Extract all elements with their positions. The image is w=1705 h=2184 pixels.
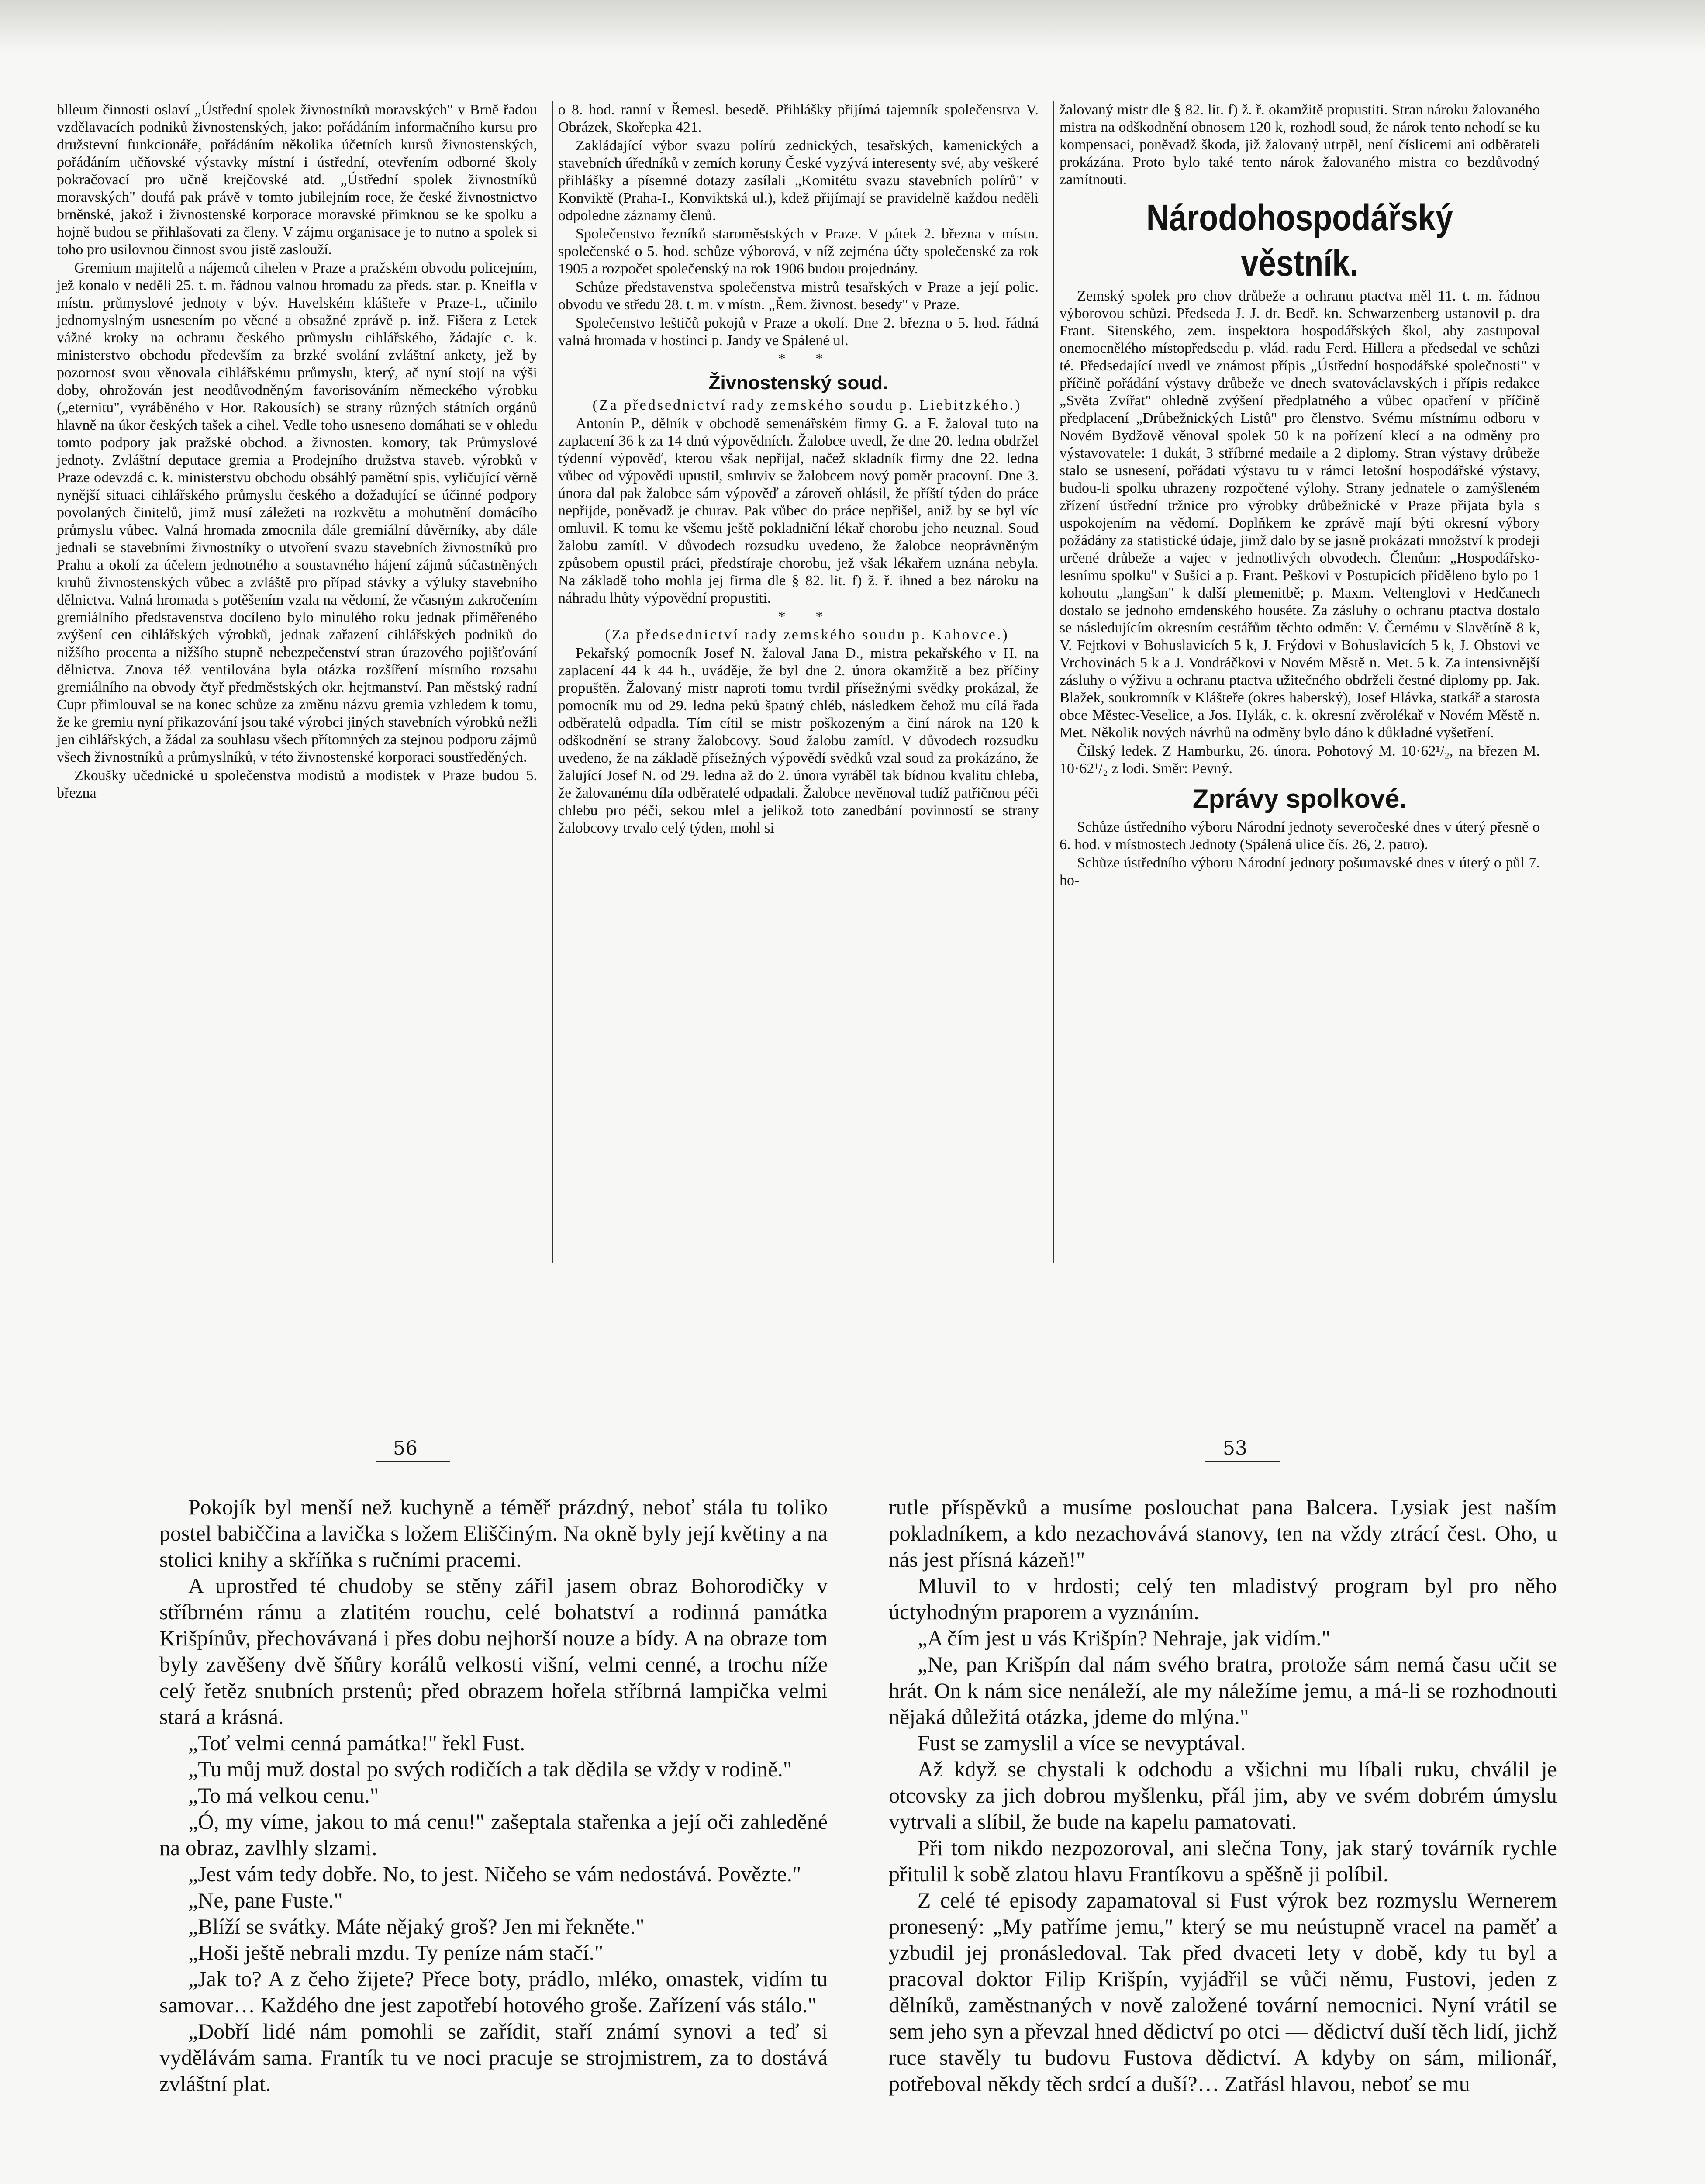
news-paragraph: Zakládající výbor svazu polírů zednických, tesařských, kamenických a stavebních úředníků v zemích koruny České vyzývá interesenty své, aby veškeré přihlášky a písemné dotazy zasílali „Komitétu svazu stavebních polírů" v Konviktě (Praha-I., Konviktská ul.), kdež přijímají se pravidelně každou neděli odpoledne záznamy členů. — [558, 138, 1039, 224]
news-paragraph: Společenstvo leštičů pokojů v Praze a okolí. Dne 2. března o 5. hod. řádná valná hromada v hostinci p. Jandy ve Spálené ul. — [558, 315, 1039, 349]
book-paragraph: A uprostřed té chudoby se stěny zářil jasem obraz Bohorodičky v stříbrném rámu a zlatitém rouchu, celé bohatství a rodinná památka Krišpínův, přechovávaná i přes dobu nejhorší nouze a bídy. A na obraze tom byly zavěšeny dvě šňůry korálů velkosti višní, velmi cenné, a trochu níže celý řetěz snubních prstenů; před obrazem hořela stříbrná lampička velmi stará a krásná. — [159, 1573, 828, 1729]
news-column-3 — [1053, 101, 1545, 1263]
news-paragraph: * * — [778, 608, 836, 625]
book-paragraph: Při tom nikdo nezpozoroval, ani slečna Tony, jak starý továrník rychle přitulil k sobě zlatou hlavu Frantíkovu a spěšně ji políbil. — [889, 1835, 1557, 1886]
news-paragraph: žalovaný mistr dle § 82. lit. f) ž. ř. okamžitě propustiti. Stran nároku žalovaného mistra na odškodnění obnosem 120 k, rozhodl soud, že nárok tento nehodí se ku kompensaci, poněvadž škoda, již žalovaný utrpěl, není číslicemi ani odběrateli prokázána. Proto bylo také tento nárok žalovaného mistra co bezdůvodný zamítnouti. — [1060, 102, 1540, 188]
news-paragraph: blleum činnosti oslaví „Ústřední spolek živnostníků moravských" v Brně řadou vzdělavacích podniků živnostenských, jako: pořádáním informačního kursu pro družstevní funkcionáře, pořádáním několika účetních kursů živnostenských, pořádáním učňovské výstavky místní i ústřední, otevřením odborné školy pokračovací pro učně krejčovské atd. „Ústřední spolek živnostníků moravských" doufá pak právě v tomto jubilejním roce, že české živnostnictvo brněnské, jakož i živnostenské korporace moravské přimknou se ke spolku a hojně budou se přihlašovati za členy. V zájmu organisace je to nutno a spolek si toho pro usilovnou činnost svou jistě zaslouží. — [57, 102, 537, 258]
book-paragraph: Pokojík byl menší než kuchyně a téměř prázdný, neboť stála tu toliko postel babiččina a lavička s ložem Eliščiným. Na okně byly její květiny a na stolici knihy a skříňka s ručními pracemi. — [159, 1495, 828, 1572]
news-paragraph: Schůze představenstva společenstva mistrů tesařských v Praze a její polic. obvodu ve středu 28. t. m. v místn. „Řem. živnost. besedy" v Praze. — [558, 279, 1039, 313]
book-paragraph: „Ne, pan Krišpín dal nám svého bratra, protože sám nemá času učit se hrát. On k nám sice nenáleží, ale my náležíme jemu, a má-li se rozhodnouti nějaká důležitá otázka, jdeme do mlýna." — [889, 1652, 1557, 1729]
newspaper-section — [52, 101, 1545, 1263]
news-paragraph: Čilský ledek. Z Hamburku, 26. února. Pohotový M. 10·62¹/₂, na březen M. 10·62¹/₂ z lodi. Směr: Pevný. — [1060, 743, 1540, 777]
book-paragraph: „To má velkou cenu." — [188, 1783, 379, 1807]
book-paragraph: „Ne, pane Fuste." — [188, 1888, 343, 1912]
book-paragraph: „Blíží se svátky. Máte nějaký groš? Jen mi řekněte." — [188, 1914, 645, 1939]
news-paragraph: * * — [778, 351, 836, 367]
book-paragraph: „Hoši ještě nebrali mzdu. Ty peníze nám stačí." — [188, 1940, 604, 1965]
news-paragraph: (Za předsednictví rady zemského soudu p. Kahovce.) — [605, 627, 1009, 643]
news-paragraph: o 8. hod. ranní v Řemesl. besedě. Přihlášky přijímá tajemník společenstva V. Obrázek, Skořepka 421. — [558, 102, 1039, 135]
right-page-number: 53 — [1223, 1437, 1280, 1462]
news-paragraph: Zkoušky učednické u společenstva modistů a modistek v Praze budou 5. března — [57, 767, 537, 801]
book-paragraph: Až když se chystali k odchodu a všichni mu líbali ruku, chválil je otcovsky za jich dobrou myšlenku, přál jim, aby ve svém dobrém úmyslu vytrvali a slíbil, že bude na kapelu pamatovati. — [889, 1757, 1557, 1834]
news-paragraph: Pekařský pomocník Josef N. žaloval Jana D., mistra pekařského v H. na zaplacení 44 k 44 h., uváděje, že byl dne 2. února okamžitě a bez příčiny propuštěn. Žalovaný mistr naproti tomu tvrdil přísežnými svědky prokázal, že pomocník mu od 29. ledna peků špatný chléb, následkem čehož mu cílá řada odběratelů odpadla. Tím cítil se mistr poškozeným a činí nárok na 120 k odškodnění se strany žalobcovy. Soud žalobu zamítl. V důvodech rozsudku uvedeno, že na základě přísežných výpovědí svědků vzal soud za prokázáno, že žalující Josef N. od 29. ledna až do 2. února vyráběl tak bídnou kvalitu chleba, že žalovanému díla odběratelé odpadali. Žalobce nevěnoval tudíž patřičnou péči chlebu pro péči, sekou mlel a jelikož toto zanedbání povinností se strany žalobcovy trvalo celý týden, mohl si — [558, 645, 1039, 836]
section-heading: Národohospodářský věstník. — [1146, 197, 1453, 283]
book-paragraph: „Tu můj muž dostal po svých rodičích a tak dědila se vždy v rodině." — [188, 1757, 792, 1781]
book-paragraph: Mluvil to v hrdosti; celý ten mladistvý program byl pro něho úctyhodným praporem a vyznáním. — [889, 1573, 1557, 1624]
book-paragraph: „Dobří lidé nám pomohli se zařídit, staří známí synovi a teď si vydělávám sama. Frantík tu ve noci pracuje se strojmistrem, za to dostává zvláštní plat. — [159, 2019, 828, 2096]
news-paragraph: Antonín P., dělník v obchodě semenářském firmy G. a F. žaloval tuto na zaplacení 36 k za 14 dnů výpovědních. Žalobce uvedl, že dne 20. ledna obdržel týdenní výpověď, kterou však nepřijal, načež skladník firmy dne 22. ledna vůbec od výpovědi upustil, smluviv se žalobcem nový poměr pracovní. Dne 3. února dal pak žalobce sám výpověď a zároveň ohlásil, že příští týden do práce nepřijde, poněvadž je churav. Pak vůbec do práce nepřišel, aniž by se byl víc omluvil. K tomu ke všemu ještě pokladniční lékař chorobu jeho neuznal. Soud žalobu zamítl. V důvodech rozsudku uvedeno, že žalobce neoprávněným způsobem opustil práci, předstíraje chorobu, jež však lékařem uznána nebyla. Na základě toho mohla jej firma dle § 82. lit. f) ž. ř. ihned a bez nároku na náhradu lhůty výpovědní propustiti. — [558, 415, 1039, 606]
book-paragraph: „Ó, my víme, jakou to má cenu!" zašeptala stařenka a její oči zahleděné na obraz, zavlhly slzami. — [159, 1809, 828, 1860]
left-book-page — [159, 1494, 828, 2184]
left-page-number: 56 — [393, 1437, 450, 1462]
news-paragraph: Schůze ústředního výboru Národní jednoty pošumavské dnes v úterý o půl 7. ho- — [1060, 855, 1540, 888]
book-paragraph: „Jest vám tedy dobře. No, to jest. Ničeho se vám nedostává. Povězte." — [188, 1862, 801, 1886]
news-paragraph: Společenstvo řezníků staroměstských v Praze. V pátek 2. března v místn. společenské o 5. hod. schůze výborová, v níž zejména účty společenské za rok 1905 a rozpočet společenský na rok 1906 budou projednány. — [558, 226, 1039, 277]
news-paragraph: Gremium majitelů a nájemců cihelen v Praze a pražském obvodu policejním, jež konalo v neděli 25. t. m. řádnou valnou hromadu za předs. star. p. Kneifla v místn. průmyslové jednoty v býv. Havelském klášteře v Praze-I., učinilo jednomyslným usnesením po věcné a obsažné zprávě p. inž. Fišera z Letek vážné kroky na ochranu českého průmyslu cihlářského, žádajíc c. k. ministerstvo obchodu především za brzké svolání zvláštní ankety, jež by pozornost svou věnovala cihlářskému průmyslu, který, ač nyní stojí na výši doby, ohrožován jest neodůvodněným favorisováním německého výrobku („eternitu", vyráběného v Hor. Rakousích) se strany různých státních orgánů hlavně na úkor českých tašek a cihel. Vedle toho usneseno domáhati se v ohledu tomto podpory jak pražské obchod. a živnosten. komory, tak Průmyslové jednoty. Zvláštní deputace gremia a Prodejního družstva staveb. výrobků v Praze odevzdá c. k. ministerstvu obchodu obsáhlý pamětní spis, vyličující věrně nynější situaci cihlářského průmyslu českého a dožadující se účinné podpory povolaných činitelů, jimž musí záležeti na rozkvětu a mohutnění domácího průmyslu vůbec. Valná hromada zmocnila dále gremiální důvěrníky, aby dále jednali se stavebními živnostníky o utvoření svazu stavebních živnostníků pro Prahu a okolí za účelem jednotného a soustavného hájení zájmů súčastněných kruhů živnostenských vůbec a zvláště pro případ stávky a výluky stavebního dělnictva. Valná hromada s potěšením vzala na vědomí, že včasným zakročením gremiálního představenstva docíleno bylo minulého roku jednak přiměřeného zvýšení cen cihlářských výrobků, jednak zařazení cihlářských podniků do nižšího procenta a nižšího stupně nebezpečenství stran úrazového pojišťování dělnictva. Znova též ventilována byla otázka rozšíření místního rozsahu gremiálního na obvody čtyř předměstských okr. hejtmanství. Pan městský radní Cupr přimlouval se na konec schůze za změnu názvu gremia vzhledem k tomu, že ke gremiu nyní přikazování jsou také výrobci jiných stavebních výrobků nežli jen cihlářských, a žádal za souhlasu všech přítomných za stejnou podporu zájmů všech živnostníků a průmyslníků, v této živnostenské korporaci soustředěných. — [57, 260, 537, 765]
news-column-2 — [552, 101, 1044, 1263]
book-paragraph: Fust se zamyslil a více se nevyptával. — [918, 1731, 1246, 1755]
book-paragraph: Z celé té episody zapamatoval si Fust výrok bez rozmyslu Wernerem pronesený: „My patříme jemu," který se mu neústupně vracel na paměť a yzbudil jej pronásledoval. Tak před dvaceti lety v době, kdy tu byl a pracoval doktor Filip Krišpín, vyjádřil se vůči němu, Fustovi, jeden z dělníků, zaměstnaných v nově založené tovární nemocnici. Nyní vrátil se sem jeho syn a převzal hned dědictví po otci — dědictví duší těch lidí, jichž ruce stavěly tu budovu Fustova dědictví. A kdyby on sám, milionář, potřeboval někdy těch srdcí a duší?… Zatřásl hlavou, neboť se mu — [889, 1888, 1557, 2096]
section-heading: Zprávy spolkové. — [1192, 784, 1407, 813]
book-paragraph: „Jak to? A z čeho žijete? Přece boty, prádlo, mléko, omastek, vidím tu samovar… Každého dne jest zapotřebí hotového groše. Zařízení vás stálo." — [159, 1966, 828, 2017]
book-paragraph: „A čím jest u vás Krišpín? Nehraje, jak vidím." — [918, 1626, 1331, 1650]
news-paragraph: Zemský spolek pro chov drůbeže a ochranu ptactva měl 11. t. m. řádnou výborovou schůzi. Předseda J. J. dr. Bedř. kn. Schwarzenberg ustanovil p. dra Frant. Sitenského, zem. inspektora hospodářských škol, aby zastupoval onemocnělého místopředsedu p. vlád. radu Ferd. Hillera a předsedal ve schůzi té. Předsedající uvedl ve známost přípis „Ústřední hospodářské společnosti" v příčině pořádání výstavy drůbeže ve dnech svatováclavských i přípis redakce „Světa Zvířat" ohledně zvýšení předplatného a vůbec opatření v příčině předplacení „Drůbežnických Listů" pro členstvo. Svému místnímu odboru v Novém Bydžově věnoval spolek 50 k na pořízení klecí a na odměny pro výstavovatele: 1 dukát, 3 stříbrné medaile a 2 diplomy. Stran výstavy drůbeže stalo se usnesení, pořádati výstavu tu v rámci letošní hospodářské výstavy, budou-li spolku uhrazeny rozpočtené výlohy. Strany jednatele o zamýšleném zřízení ústřední tržnice pro výrobky drůbežnické v Praze přijata byla s uspokojením na vědomí. Doplňkem ke zprávě mají býti okresní výbory požádány za statistické údaje, jimž dalo by se jasně prokázati množství k prodeji určené drůbeže a vajec v jednotlivých obvodech. Členům: „Hospodářsko-lesnímu spolku" v Sušici a p. Frant. Peškovi v Postupicích přiděleno bylo po 1 kohoutu „langšan" k další plemenitbě; p. Maxm. Veltenglovi v Hedčanech dostalo se jednoho emdenského houséte. Za zásluhy o ochranu ptactva dostalo se následujícím okresním cestářům těchto odměn: V. Černému v Slavětíně 8 k, V. Fejtkovi v Bohuslavicích 5 k, J. Frýdovi v Bohuslavicích 5 k, J. Obstovi ve Vrchovinách 5 k a J. Vondráčkovi v Novém Městě n. Met. 5 k. Za intensivnější zásluhy o výživu a ochranu ptactva užitečného obdrželi čestné diplomy pp. Jak. Blažek, soukromník v Klášteře (okres haberský), Josef Hlávka, statkář a starosta obce Městec-Veselice, a Jos. Hylák, c. k. okresní zvěrolékař v Novém Městě n. Met. Několik nových návrhů na odměny bylo dáno k důkladné vyšetření. — [1060, 288, 1540, 741]
book-paragraph: rutle příspěvků a musíme poslouchat pana Balcera. Lysiak jest naším pokladníkem, a kdo nezachovává stanovy, ten na vždy ztrácí čest. Oho, u nás jest přísná kázeň!" — [889, 1495, 1557, 1572]
book-paragraph: „Toť velmi cenná památka!" řekl Fust. — [188, 1731, 525, 1755]
news-paragraph: (Za předsednictví rady zemského soudu p. Liebitzkého.) — [592, 397, 1022, 413]
news-column-1 — [52, 101, 542, 1263]
section-heading: Živnostenský soud. — [708, 372, 888, 394]
right-book-page — [889, 1494, 1557, 2184]
news-paragraph: Schůze ústředního výboru Národní jednoty severočeské dnes v úterý přesně o 6. hod. v místnostech Jednoty (Spálená ulice čís. 26, 2. patro). — [1060, 819, 1540, 853]
scan-top-edge — [0, 0, 1705, 52]
